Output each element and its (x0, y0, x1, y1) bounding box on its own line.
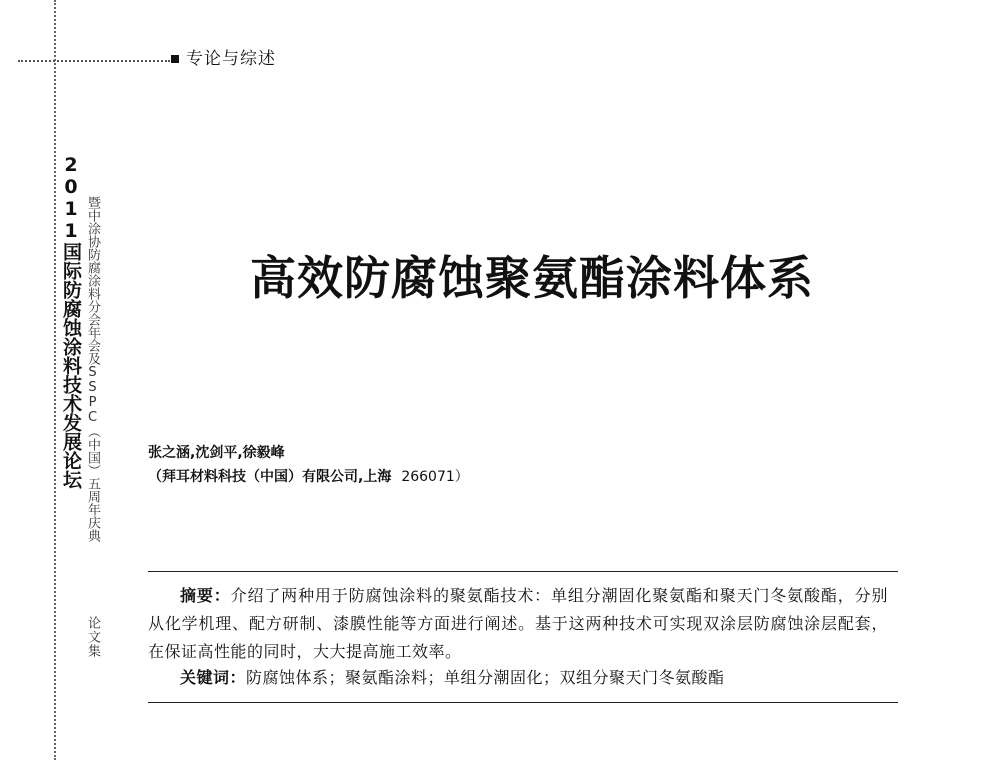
paper-affiliation (148, 468, 469, 486)
affiliation-text: （拜耳材料科技（中国）有限公司,上海 (148, 469, 392, 485)
paper-title: 高效防腐蚀聚氨酯涂料体系 (250, 251, 814, 305)
sidebar-meeting-line: 暨中涂协防腐涂料分会年会及SSPC（中国）五周年庆典 (85, 196, 100, 542)
keywords-label: 关键词： (180, 668, 247, 687)
section-label: 专论与综述 (186, 49, 276, 69)
abstract-top-rule (148, 571, 898, 572)
abstract-bottom-rule (148, 702, 898, 703)
keywords-text: 防腐蚀体系；聚氨酯涂料；单组分潮固化；双组分聚天门冬氨酸酯 (246, 668, 725, 687)
abstract-text: 介绍了两种用于防腐蚀涂料的聚氨酯技术：单组分潮固化聚氨酯和聚天门冬氨酸酯，分别从化学机理、配方研制、漆膜性能等方面进行阐述。基于这两种技术可实现双涂层防腐蚀涂层配套，在保证高性能的同时，大大提高施工效率。 (148, 586, 888, 661)
abstract-label: 摘要： (180, 586, 231, 605)
paper-authors: 张之涵,沈剑平,徐毅峰 (148, 445, 285, 461)
affiliation-postcode: 266071） (401, 469, 469, 485)
header-dotted-rule (18, 60, 170, 62)
sidebar-meeting-suffix: 论文集 (85, 616, 100, 658)
sidebar-forum-title: 2011国际防腐蚀涂料技术发展论坛 (60, 154, 82, 489)
keywords (180, 666, 890, 690)
abstract (148, 582, 888, 666)
sidebar-dotted-rule (54, 0, 56, 760)
section-square-icon (171, 55, 179, 63)
